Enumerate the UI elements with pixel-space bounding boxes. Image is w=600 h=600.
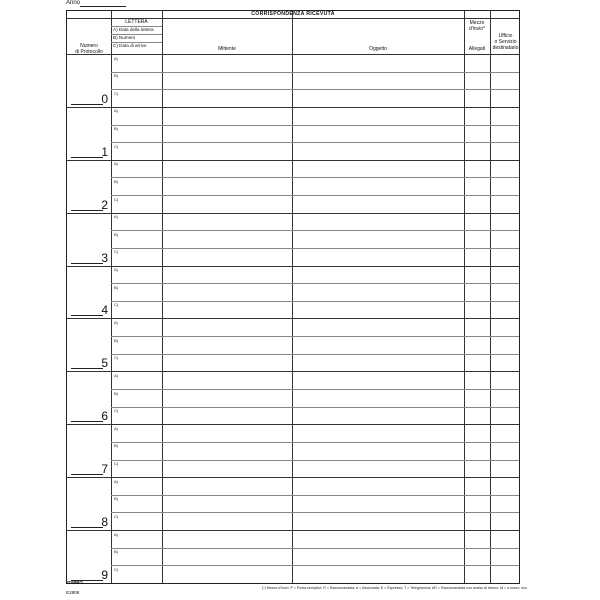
sub-row-divider [111,495,519,496]
protocol-number: 8 [101,515,108,530]
sub-row-label: A) [114,478,118,484]
sub-row-label: C) [114,513,119,519]
table-row [67,266,519,319]
sub-row-divider [111,548,519,549]
sub-row-label: A) [114,320,118,325]
sub-row-label: A) [114,214,118,220]
protocol-number: 2 [101,197,108,212]
sub-row-label: B) [114,496,118,502]
protocol-number: 6 [101,409,108,424]
sub-row-label: A) [114,55,118,61]
sub-row-label: C) [114,566,119,572]
sub-row-divider [111,442,519,443]
sub-row-label: C) [114,90,119,96]
sub-row-label: B) [114,284,118,290]
protocol-number: 7 [101,462,108,477]
sub-row-label: C) [114,196,119,202]
allegati-header: Allegati [468,46,486,52]
sub-row-label: C) [114,408,119,414]
sub-row-label: A) [114,108,118,114]
sub-row-label: C) [114,461,119,467]
sub-row-label: B) [114,390,118,396]
sub-row-divider [111,512,519,513]
numero-protocollo-header: Numero di Protocollo [75,43,103,55]
sub-row-divider [111,354,519,355]
sub-row-divider [111,72,519,73]
table-row [67,107,519,160]
protocol-number: 1 [101,144,108,159]
sub-row-divider [111,336,519,337]
footnote: (*) Mezzo d'invio: P = Posta semplice; R = Raccomandata; A = Assicurata; E = Espresso; T = Telegramma; AR = Raccomandata con avviso di ritorno; M = a mano; ecc. [262,586,528,590]
sub-row-divider [111,195,519,196]
sub-row-label: A) [114,161,118,167]
sub-row-divider [111,142,519,143]
sub-row-divider [111,248,519,249]
sub-row-label: A) [114,425,118,431]
sub-row-divider [111,301,519,302]
sub-row-label: B) [114,337,118,343]
protocol-number: 3 [101,250,108,265]
table-row [67,54,519,107]
mittente-header: Mittente [218,46,236,52]
product-code: E2806 [66,590,80,595]
sub-row-label: A) [114,372,118,378]
sub-row-label: B) [114,549,118,555]
oggetto-header: Oggetto [369,46,387,52]
table-row [67,371,519,424]
year-label: Anno [66,0,81,6]
table-title: CORRISPONDENZA RICEVUTA [251,11,335,17]
sub-row-label: C) [114,355,119,361]
protocol-number: 9 [101,567,108,582]
sub-row-divider [111,389,519,390]
sub-row-label: B) [114,443,118,449]
protocol-number: 4 [101,303,108,318]
sub-row-divider [111,283,519,284]
sub-row-label: C) [114,302,119,308]
lettera-header: LETTERA [125,19,148,25]
ufficio-destinatario-header: Ufficio o Servizio destinatario [492,33,519,51]
table-row [67,213,519,266]
lettera-item-b: B) Numero [113,35,136,40]
table-row [67,477,519,530]
table-row [67,319,519,372]
table-row [67,424,519,477]
sub-row-divider [111,177,519,178]
sub-row-divider [111,407,519,408]
sub-row-label: A) [114,267,118,273]
protocol-number: 5 [101,356,108,371]
table-row [67,530,519,583]
sub-row-label: B) [114,178,118,184]
lettera-item-a: A) Data della lettera [113,27,154,32]
register-table [66,10,520,584]
mezzo-invio-header: Mezzo d'invio* [469,20,485,32]
sub-row-divider [111,89,519,90]
year-field-line[interactable] [80,6,126,7]
sub-row-label: A) [114,531,118,537]
sub-row-divider [111,125,519,126]
sub-row-divider [111,460,519,461]
sub-row-label: B) [114,126,118,132]
sub-row-label: B) [114,231,118,237]
sub-row-label: C) [114,143,119,149]
table-row [67,160,519,213]
protocol-number: 0 [101,91,108,106]
brand-logo: EDIPRO [66,580,83,585]
lettera-item-c: C) Data di arrivo [113,43,147,48]
sub-row-divider [111,565,519,566]
sub-row-divider [111,230,519,231]
sub-row-label: B) [114,73,118,79]
sub-row-label: C) [114,249,119,255]
